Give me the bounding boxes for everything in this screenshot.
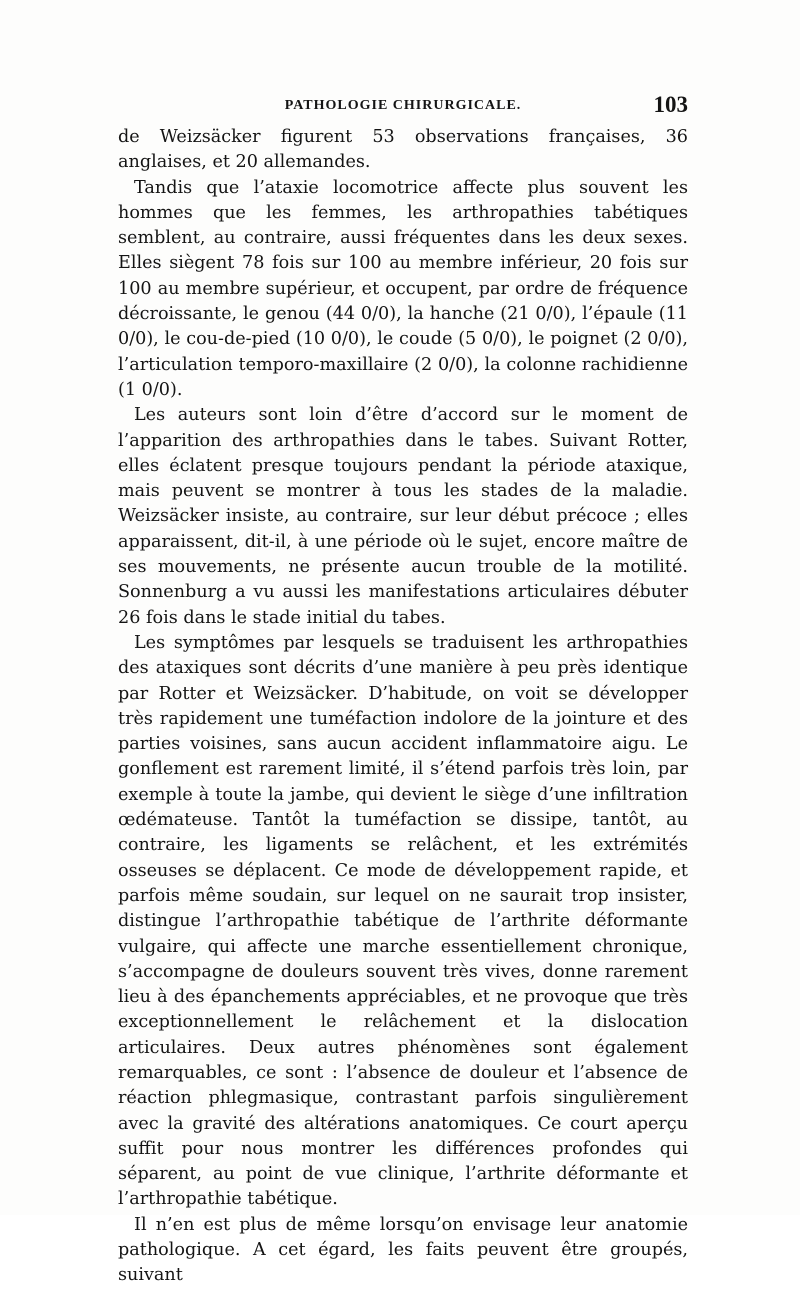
body-text <box>118 125 688 1289</box>
running-head: PATHOLOGIE CHIRURGICALE. <box>284 98 522 113</box>
paragraph-ataxie-frequency: Tandis que l’ataxie locomotrice affecte plus souvent les hommes que les femmes, les arthropathies tabétiques semblent, au contraire, aussi fréquentes dans les deux sexes. Elles siègent 78 fois sur 100 au membre inférieur, 20 fois sur 100 au membre supérieur, et occupent, par ordre de fréquence décroissante, le genou (44 0/0), la hanche (21 0/0), l’épaule (11 0/0), le cou-de-pied (10 0/0), le coude (5 0/0), le poignet (2 0/0), l’articulation temporo-maxillaire (2 0/0), la colonne rachidienne (1 0/0). <box>118 177 688 400</box>
paragraph-anatomy: Il n’en est plus de même lorsqu’on envisage leur anatomie pathologique. A cet égard, les faits peuvent être groupés, suivant <box>118 1214 688 1286</box>
page-header <box>118 92 688 120</box>
paragraph-continuation: de Weizsäcker figurent 53 observations françaises, 36 anglaises, et 20 allemandes. <box>118 127 688 173</box>
paragraph-onset: Les auteurs sont loin d’être d’accord sur le moment de l’apparition des arthropathies dans le tabes. Suivant Rotter, elles éclatent presque toujours pendant la période ataxique, mais peuvent se montrer à tous les stades de la maladie. Weizsäcker insiste, au contraire, sur leur début précoce ; elles apparaissent, dit-il, à une période où le sujet, encore maître de ses mouvements, ne présente aucun trouble de la motilité. Sonnenburg a vu aussi les manifestations articulaires débuter 26 fois dans le stade initial du tabes. <box>118 405 688 628</box>
paragraph-symptoms: Les symptômes par lesquels se traduisent les arthropathies des ataxiques sont décrits d’une manière à peu près identique par Rotter et Weizsäcker. D’habitude, on voit se développer très rapidement une tuméfaction indolore de la jointure et des parties voisines, sans aucun accident inflammatoire aigu. Le gonflement est rarement limité, il s’étend parfois très loin, par exemple à toute la jambe, qui devient le siège d’une infiltration œdémateuse. Tantôt la tuméfaction se dissipe, tantôt, au contraire, les ligaments se relâchent, et les extrémités osseuses se déplacent. Ce mode de développement rapide, et parfois même soudain, sur lequel on ne saurait trop insister, distingue l’arthropathie tabétique de l’arthrite déformante vulgaire, qui affecte une marche essentiellement chronique, s’accompagne de douleurs souvent très vives, donne rarement lieu à des épanchements appréciables, et ne provoque que très exceptionnellement le relâchement et la dislocation articulaires. Deux autres phénomènes sont également remarquables, ce sont : l’absence de douleur et l’absence de réaction phlegmasique, contrastant parfois singulièrement avec la gravité des altérations anatomiques. Ce court aperçu suffit pour nous montrer les différences profondes qui séparent, au point de vue clinique, l’arthrite déformante et l’arthropathie tabétique. <box>118 632 688 1210</box>
page-number: 103 <box>653 92 688 117</box>
